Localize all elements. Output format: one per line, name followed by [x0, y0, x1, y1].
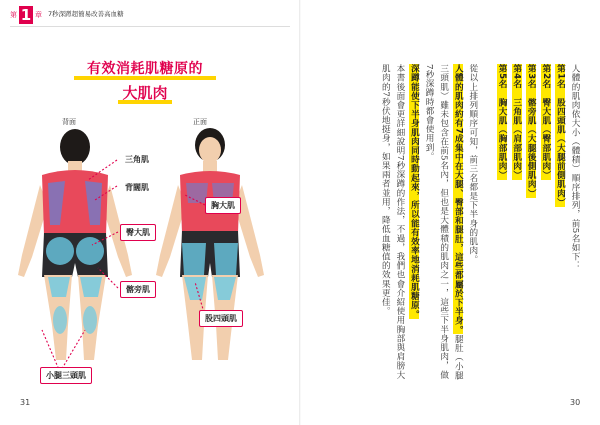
paragraph-2-rest: 腿肚（小腿三頭肌）雖未包含在前5名內，但也是大體積的肌肉之一，這些下半身肌肉，做7秒深蹲時都會使用到。 — [424, 64, 464, 380]
left-page-number: 31 — [20, 398, 31, 407]
right-page — [300, 0, 600, 425]
paragraph-1: 從以上排列順序可知，前三名都是下半身的肌肉。 — [467, 64, 478, 265]
label-quadriceps: 股四頭肌 — [199, 310, 243, 327]
label-gluteus: 臀大肌 — [120, 224, 156, 241]
ranking-4: 第4名 三角肌（肩部肌肉） — [511, 64, 522, 180]
right-page-number: 30 — [570, 398, 581, 407]
chapter-number: 1 — [20, 6, 32, 24]
body-text — [378, 64, 582, 382]
paragraph-4: 本書後面會更詳細說明7秒深蹲的作法，不過，我們也會介紹使用胸部與肩膀大肌肉的7秒伏地挺身，如果兩者並用，降低血糖值的效果更佳。 — [380, 64, 405, 380]
ranking-2: 第2名 臀大肌（臀部肌肉） — [540, 64, 551, 180]
chapter-prefix: 第 — [10, 11, 17, 19]
back-view-label: 背面 — [62, 118, 76, 126]
paragraph-2-highlight: 人體的肌肉約有7成集中在大腿、臀部和腿肚，這些都屬於下半身。 — [453, 64, 464, 335]
label-deltoid: 三角肌 — [125, 155, 149, 164]
front-view-label: 正面 — [193, 118, 207, 126]
chapter-title: 7秒深蹲超簡易改善高血糖 — [48, 10, 124, 18]
chapter-suffix: 章 — [35, 11, 42, 19]
label-latissimus: 背闊肌 — [125, 183, 149, 192]
ranking-5: 第5名 胸大肌（胸部肌肉） — [497, 64, 508, 180]
label-vastus-lateralis: 髂旁肌 — [120, 281, 156, 298]
headline-line-1: 有效消耗肌糖原的 — [87, 61, 203, 77]
intro-paragraph: 人體的肌肉依大小（體積）順序排列，前5名如下： — [570, 64, 580, 271]
headline-line-2: 大肌肉 — [122, 84, 168, 102]
ranking-3: 第3名 髂旁肌（大腿後側肌肉） — [526, 64, 537, 198]
ranking-1: 第1名 股四頭肌（大腿前側肌肉） — [555, 64, 566, 207]
label-triceps-surae: 小腿三頭肌 — [40, 367, 92, 384]
paragraph-3-highlight: 深蹲能使下半身肌肉同時動起來，所以能有效率地消耗肌糖原。 — [409, 64, 420, 319]
label-pectoralis: 胸大肌 — [205, 197, 241, 214]
